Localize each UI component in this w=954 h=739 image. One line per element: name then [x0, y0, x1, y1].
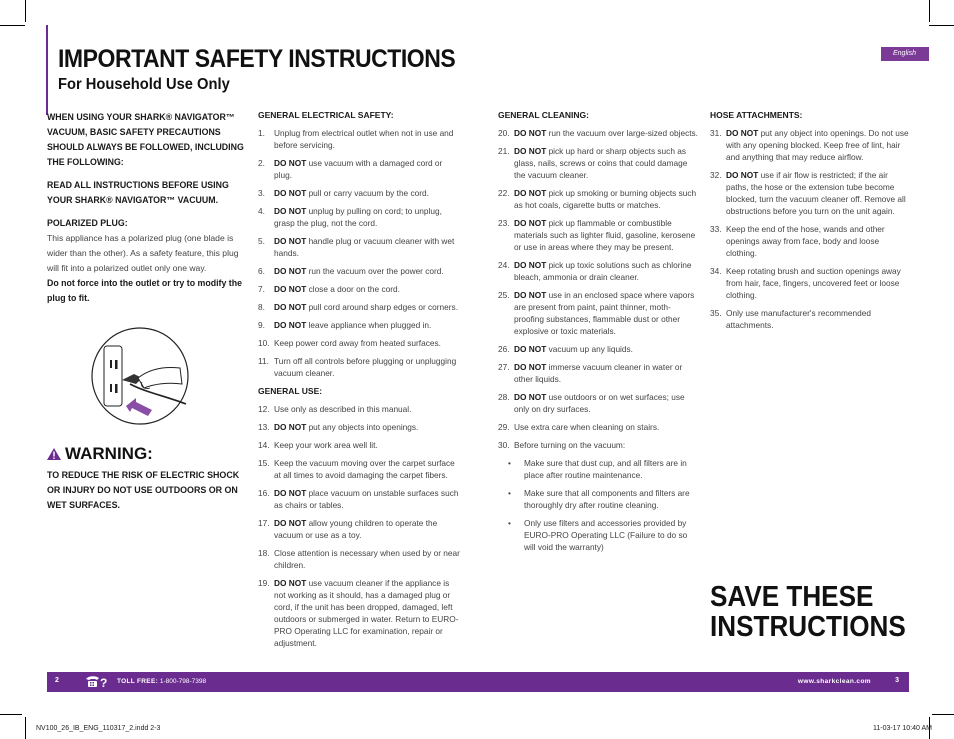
item-text — [274, 577, 460, 649]
date-slug: 11-03-17 10:40 AM — [872, 725, 932, 732]
do-not-label: DO NOT — [274, 158, 307, 168]
item-number: 20. — [498, 128, 510, 138]
item-number: 9. — [258, 320, 265, 330]
warning-block — [47, 444, 247, 513]
item-text — [274, 457, 460, 481]
item-text — [514, 289, 698, 337]
list-item — [710, 223, 910, 259]
column-intro — [47, 110, 247, 306]
item-text — [514, 343, 698, 355]
bullet-item — [508, 517, 698, 553]
item-number: 33. — [710, 224, 722, 234]
item-number: 10. — [258, 338, 270, 348]
item-text — [514, 145, 698, 181]
bullet-text: Make sure that dust cup, and all filters are in place after routine maintenance. — [524, 458, 687, 480]
item-body: Use only as described in this manual. — [274, 404, 412, 414]
warning-text: TO REDUCE THE RISK OF ELECTRIC SHOCK OR INJURY DO NOT USE OUTDOORS OR ON WET SURFACES. — [47, 470, 240, 510]
list-item — [258, 319, 460, 331]
do-not-label: DO NOT — [274, 206, 307, 216]
do-not-label: DO NOT — [514, 146, 547, 156]
item-body: use outdoors or on wet surfaces; use only on dry surfaces. — [514, 392, 685, 414]
item-body: pull or carry vacuum by the cord. — [306, 188, 429, 198]
list-item — [498, 145, 698, 181]
do-not-label: DO NOT — [274, 302, 307, 312]
list-item — [710, 127, 910, 163]
list-item — [258, 283, 460, 295]
item-number: 1. — [258, 128, 265, 138]
list-item — [498, 361, 698, 385]
list-item — [258, 547, 460, 571]
item-body: leave appliance when plugged in. — [306, 320, 432, 330]
language-tab[interactable]: English — [881, 47, 929, 61]
list-item — [498, 127, 698, 139]
item-text — [726, 127, 910, 163]
list-item — [258, 457, 460, 481]
item-body: unplug by pulling on cord; to unplug, grasp the plug, not the cord. — [274, 206, 442, 228]
item-number: 19. — [258, 578, 270, 588]
item-number: 14. — [258, 440, 270, 450]
list-item — [258, 487, 460, 511]
list-item — [710, 265, 910, 301]
item-text — [274, 187, 460, 199]
item-text — [274, 283, 460, 295]
item-number: 35. — [710, 308, 722, 318]
footer-bar — [47, 672, 909, 692]
list-item — [498, 289, 698, 337]
item-number: 23. — [498, 218, 510, 228]
item-number: 26. — [498, 344, 510, 354]
crop-mark — [0, 25, 25, 26]
item-number: 17. — [258, 518, 270, 528]
intro-read-all: READ ALL INSTRUCTIONS BEFORE USING YOUR SHARK® NAVIGATOR™ VACUUM. — [47, 180, 229, 205]
do-not-label: DO NOT — [274, 488, 307, 498]
item-body: pick up toxic solutions such as chlorine bleach, ammonia or drain cleaner. — [514, 260, 692, 282]
do-not-label: DO NOT — [514, 344, 547, 354]
item-number: 21. — [498, 146, 510, 156]
item-number: 34. — [710, 266, 722, 276]
column-cleaning — [498, 109, 698, 559]
bullet-dot: • — [508, 518, 511, 528]
item-number: 29. — [498, 422, 510, 432]
item-number: 16. — [258, 488, 270, 498]
item-text — [274, 355, 460, 379]
item-body: use vacuum cleaner if the appliance is not working as it should, has a damaged plug or cord, if the unit has been dropped, damaged, left outdoors or submerged in water. Return to EURO-PRO Operating LLC for examination, repair or adjustment. — [274, 578, 459, 648]
crop-mark — [932, 714, 954, 715]
do-not-label: DO NOT — [274, 578, 307, 588]
crop-mark — [25, 0, 26, 22]
warning-title: WARNING: — [65, 444, 153, 463]
item-number: 24. — [498, 260, 510, 270]
item-text — [274, 547, 460, 571]
page-subtitle: For Household Use Only — [58, 76, 230, 93]
item-text — [274, 403, 460, 415]
item-text — [274, 235, 460, 259]
item-text — [274, 487, 460, 511]
do-not-label: DO NOT — [514, 392, 547, 402]
item-body: allow young children to operate the vacuum or use as a toy. — [274, 518, 438, 540]
list-electrical — [258, 127, 460, 379]
item-text — [514, 361, 698, 385]
do-not-label: DO NOT — [274, 518, 307, 528]
do-not-label: DO NOT — [514, 260, 547, 270]
bullet-dot: • — [508, 458, 511, 468]
item-number: 7. — [258, 284, 265, 294]
svg-text:?: ? — [100, 676, 107, 689]
item-number: 3. — [258, 188, 265, 198]
bullet-dot: • — [508, 488, 511, 498]
item-text — [514, 187, 698, 211]
item-number: 2. — [258, 158, 265, 168]
item-text — [274, 205, 460, 229]
item-text — [726, 223, 910, 259]
list-before-turning-on — [498, 457, 698, 553]
item-body: Keep the vacuum moving over the carpet surface at all times to avoid damaging the carpet fibers. — [274, 458, 455, 480]
list-item — [498, 421, 698, 433]
item-text — [514, 127, 698, 139]
phone-icon — [85, 674, 107, 689]
list-item — [258, 187, 460, 199]
item-body: put any objects into openings. — [306, 422, 419, 432]
list-item — [498, 343, 698, 355]
toll-free — [117, 678, 206, 685]
save-instructions-heading — [710, 582, 906, 642]
item-number: 12. — [258, 404, 270, 414]
list-cleaning — [498, 127, 698, 451]
item-number: 4. — [258, 206, 265, 216]
do-not-label: DO NOT — [274, 320, 307, 330]
column-electrical-and-use — [258, 109, 460, 655]
item-body: pick up hard or sharp objects such as glass, nails, screws or coins that could damage the vacuum cleaner. — [514, 146, 688, 180]
save-line-1: SAVE THESE — [710, 581, 874, 613]
polarized-warning: Do not force into the outlet or try to modify the plug to fit. — [47, 278, 242, 303]
list-item — [258, 301, 460, 313]
intro-precautions: WHEN USING YOUR SHARK® NAVIGATOR™ VACUUM, BASIC SAFETY PRECAUTIONS SHOULD ALWAYS BE FOLLOWED, INCLUDING THE FOLLOWING: — [47, 112, 244, 167]
item-number: 8. — [258, 302, 265, 312]
do-not-label: DO NOT — [514, 218, 547, 228]
item-text — [274, 127, 460, 151]
list-item — [258, 421, 460, 433]
list-item — [258, 265, 460, 277]
polarized-text: This appliance has a polarized plug (one blade is wider than the other). As a safety feature, this plug will fit into a polarized outlet only one way. — [47, 233, 239, 273]
bullet-item — [508, 457, 698, 481]
item-body: Close attention is necessary when used by or near children. — [274, 548, 460, 570]
item-body: run the vacuum over large-sized objects. — [546, 128, 698, 138]
list-item — [710, 307, 910, 331]
item-text — [726, 265, 910, 301]
item-body: pull cord around sharp edges or corners. — [306, 302, 458, 312]
accent-bar — [46, 25, 48, 115]
item-number: 32. — [710, 170, 722, 180]
list-item — [498, 439, 698, 451]
item-body: Before turning on the vacuum: — [514, 440, 626, 450]
warning-title-row — [47, 444, 247, 464]
save-line-2: INSTRUCTIONS — [710, 611, 906, 643]
item-text — [514, 259, 698, 283]
page-title: IMPORTANT SAFETY INSTRUCTIONS — [58, 45, 456, 73]
item-text — [726, 307, 910, 331]
do-not-label: DO NOT — [514, 128, 547, 138]
item-body: Turn off all controls before plugging or unplugging vacuum cleaner. — [274, 356, 457, 378]
list-item — [258, 403, 460, 415]
item-number: 28. — [498, 392, 510, 402]
item-number: 25. — [498, 290, 510, 300]
item-number: 27. — [498, 362, 510, 372]
item-body: use if air flow is restricted; if the air paths, the hose or the extension tube become blocked, turn the vacuum cleaner off. Remove all obstructions before you turn on the unit again. — [726, 170, 906, 216]
list-item — [258, 439, 460, 451]
item-number: 22. — [498, 188, 510, 198]
do-not-label: DO NOT — [274, 266, 307, 276]
polarized-heading: POLARIZED PLUG: — [47, 218, 128, 228]
item-text — [514, 421, 698, 433]
item-text — [274, 337, 460, 349]
item-body: Keep power cord away from heated surfaces. — [274, 338, 441, 348]
item-text — [274, 421, 460, 433]
list-item — [498, 259, 698, 283]
list-item — [710, 169, 910, 217]
item-body: Keep rotating brush and suction openings away from hair, face, fingers, uncovered feet or loose clothing. — [726, 266, 901, 300]
list-item — [258, 577, 460, 649]
do-not-label: DO NOT — [514, 188, 547, 198]
item-number: 15. — [258, 458, 270, 468]
list-item — [498, 391, 698, 415]
item-text — [274, 517, 460, 541]
item-body: Keep the end of the hose, wands and other openings away from face, body and loose clothing. — [726, 224, 885, 258]
item-text — [514, 439, 698, 451]
item-body: immerse vacuum cleaner in water or other liquids. — [514, 362, 683, 384]
item-text — [274, 265, 460, 277]
item-body: pick up flammable or combustible materials such as lighter fluid, gasoline, kerosene or use in areas where they may be present. — [514, 218, 696, 252]
list-use — [258, 403, 460, 649]
bullet-text: Make sure that all components and filters are thoroughly dry after routine cleaning. — [524, 488, 690, 510]
list-item — [258, 205, 460, 229]
file-slug: NV100_26_IB_ENG_110317_2.indd 2-3 — [36, 725, 161, 732]
crop-mark — [25, 717, 26, 739]
heading-electrical: GENERAL ELECTRICAL SAFETY: — [258, 110, 394, 120]
do-not-label: DO NOT — [274, 188, 307, 198]
item-number: 13. — [258, 422, 270, 432]
warning-triangle-icon — [47, 448, 61, 460]
item-number: 18. — [258, 548, 270, 558]
list-hose — [710, 127, 910, 331]
item-text — [514, 217, 698, 253]
item-body: use vacuum with a damaged cord or plug. — [274, 158, 443, 180]
page-number-left: 2 — [55, 677, 59, 684]
list-item — [498, 187, 698, 211]
do-not-label: DO NOT — [726, 128, 759, 138]
item-text — [274, 157, 460, 181]
heading-hose: HOSE ATTACHMENTS: — [710, 110, 803, 120]
list-item — [498, 217, 698, 253]
do-not-label: DO NOT — [274, 422, 307, 432]
item-number: 30. — [498, 440, 510, 450]
item-number: 11. — [258, 356, 269, 366]
item-body: put any object into openings. Do not use with any opening blocked. Keep free of lint, hair and anything that may reduce airflow. — [726, 128, 909, 162]
list-item — [258, 157, 460, 181]
item-body: Unplug from electrical outlet when not in use and before servicing. — [274, 128, 454, 150]
heading-use: GENERAL USE: — [258, 386, 323, 396]
crop-mark — [929, 0, 930, 22]
list-item — [258, 337, 460, 349]
column-hose — [710, 109, 910, 337]
do-not-label: DO NOT — [274, 284, 307, 294]
item-body: place vacuum on unstable surfaces such as chairs or tables. — [274, 488, 459, 510]
toll-free-number[interactable]: 1-800-798-7398 — [159, 678, 207, 685]
crop-mark — [929, 25, 954, 26]
item-body: vacuum up any liquids. — [546, 344, 633, 354]
item-number: 31. — [710, 128, 722, 138]
list-item — [258, 517, 460, 541]
bullet-text: Only use filters and accessories provided by EURO-PRO Operating LLC (Failure to do so will void the warranty) — [524, 518, 688, 552]
list-item — [258, 355, 460, 379]
item-body: Keep your work area well lit. — [274, 440, 378, 450]
item-body: use in an enclosed space where vapors are present from paint, paint thinner, moth-proofing substances, flammable dust or other explosive or toxic materials. — [514, 290, 695, 336]
item-body: run the vacuum over the power cord. — [306, 266, 444, 276]
item-text — [274, 319, 460, 331]
item-body: pick up smoking or burning objects such as hot coals, cigarette butts or matches. — [514, 188, 697, 210]
item-body: close a door on the cord. — [306, 284, 400, 294]
item-text — [726, 169, 910, 217]
item-text — [274, 439, 460, 451]
item-body: handle plug or vacuum cleaner with wet hands. — [274, 236, 455, 258]
website-link[interactable]: www.sharkclean.com — [797, 678, 871, 685]
page-number-right: 3 — [895, 677, 899, 684]
item-body: Only use manufacturer's recommended attachments. — [726, 308, 872, 330]
crop-mark — [0, 714, 22, 715]
item-text — [274, 301, 460, 313]
polarized-plug-illustration — [90, 326, 190, 426]
list-item — [258, 235, 460, 259]
bullet-item — [508, 487, 698, 511]
item-number: 5. — [258, 236, 265, 246]
toll-free-label: TOLL FREE: — [117, 678, 159, 685]
item-body: Use extra care when cleaning on stairs. — [514, 422, 660, 432]
do-not-label: DO NOT — [274, 236, 307, 246]
do-not-label: DO NOT — [514, 290, 547, 300]
item-number: 6. — [258, 266, 265, 276]
list-item — [258, 127, 460, 151]
do-not-label: DO NOT — [726, 170, 759, 180]
item-text — [514, 391, 698, 415]
do-not-label: DO NOT — [514, 362, 547, 372]
heading-cleaning: GENERAL CLEANING: — [498, 110, 589, 120]
